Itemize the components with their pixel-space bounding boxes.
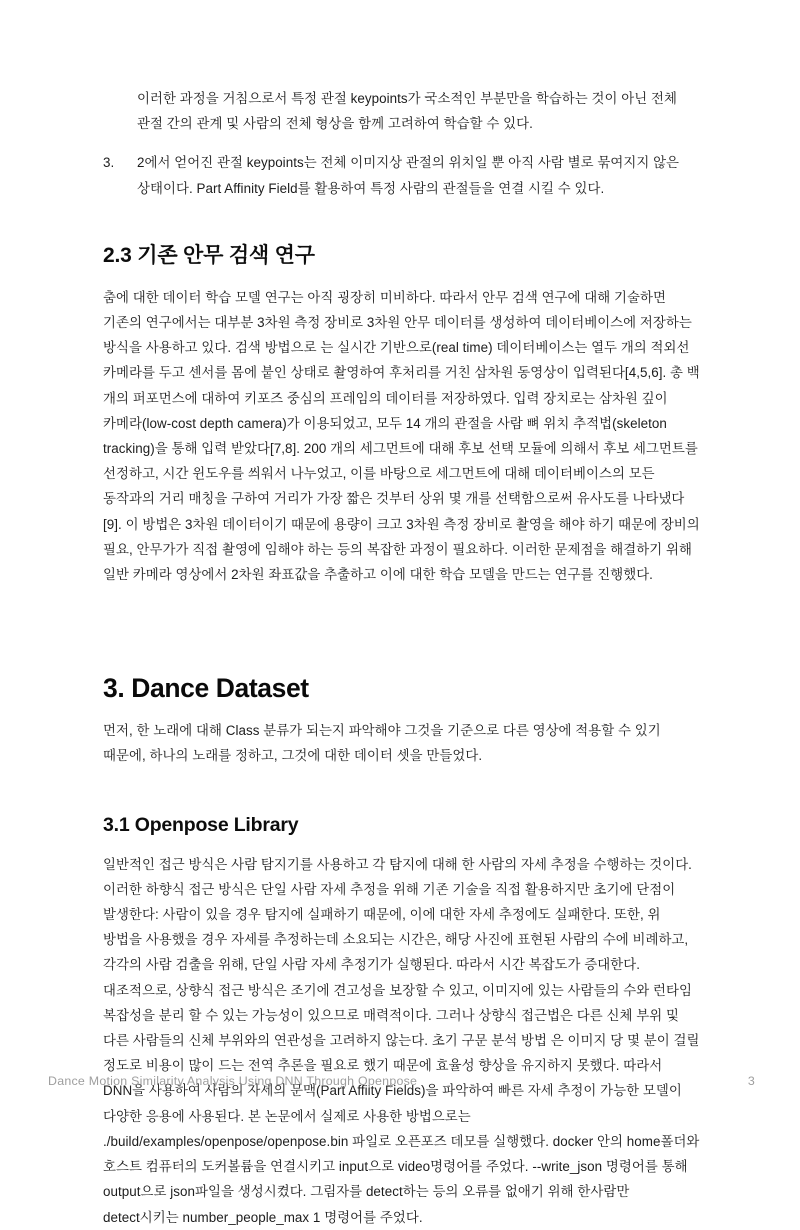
footer-title: Dance Motion Similarity Analysis Using DNN Through Openpose bbox=[48, 1074, 418, 1088]
page-content bbox=[103, 86, 703, 1230]
section-3-body: 먼저, 한 노래에 대해 Class 분류가 되는지 파악해야 그것을 기준으로 다른 영상에 적용할 수 있기 때문에, 하나의 노래를 정하고, 그것에 대한 데이터 셋을 만들었다. bbox=[103, 723, 661, 764]
section-3-1-body: 일반적인 접근 방식은 사람 탐지기를 사용하고 각 탐지에 대해 한 사람의 자세 추정을 수행하는 것이다. 이러한 하향식 접근 방식은 단일 사람 자세 추정을 위해 기존 기술을 직접 활용하지만 초기에 단점이 발생한다: 사람이 있을 경우 탐지에 실패하기 때문에, 이에 대한 자세 추정에도 실패한다. 또한, 위 방법을 사용했을 경우 자세를 추정하는데 소요되는 시간은, 해당 사진에 표현된 사람의 수에 비례하고, 각각의 사람 검출을 위해, 단일 사람 자세 추정기가 실행된다. 따라서 시간 복잡도가 증대한다. 대조적으로, 상향식 접근 방식은 조기에 견고성을 보장할 수 있고, 이미지에 있는 사람들의 수와 런타임 복잡성을 분리 할 수 있는 가능성이 있으므로 매력적이다. 그러나 상향식 접근법은 다른 신체 부위 및 다른 사람들의 신체 부위와의 연관성을 고려하지 않는다. 초기 구문 분석 방법 은 이미지 당 몇 분이 걸릴 정도로 비용이 많이 드는 전역 추론을 필요로 했기 때문에 효율성 향상을 유지하지 못했다. 따라서 DNN을 사용하여 사람의 자세의 문맥(Part Affiity Fields)을 파악하여 빠른 자세 추정이 가능한 모델이 다양한 응용에 사용된다. 본 논문에서 실제로 사용한 방법으로는 bbox=[103, 856, 700, 1124]
section-3-1 bbox=[103, 811, 703, 1230]
numbered-list bbox=[103, 150, 703, 200]
list-item bbox=[103, 150, 703, 200]
section-2-3 bbox=[103, 241, 703, 587]
section-3-1-heading: 3.1 Openpose Library bbox=[103, 813, 299, 836]
section-3-heading: 3. Dance Dataset bbox=[103, 673, 309, 704]
footer-page-number: 3 bbox=[747, 1074, 755, 1088]
list-item-text: 2에서 얻어진 관절 keypoints는 전체 이미지상 관절의 위치일 뿐 아직 사람 별로 묶여지지 않은 상태이다. Part Affinity Field를 활용하여 특정 사람의 관절들을 연결 시킬 수 있다. bbox=[137, 155, 680, 196]
section-3-1-body-continued: ./build/examples/openpose/openpose.bin 파일로 오픈포즈 데모를 실행했다. docker 안의 home폴더와 호스트 컴퓨터의 도커볼륨을 연결시키고 input으로 video명령어를 주었다. --write_json 명령어를 통해 output으로 json파일을 생성시켰다. 그림자를 detect하는 등의 오류를 없애기 위해 한사람만 detect시키는 number_people_max 1 명령어를 주었다. bbox=[103, 1133, 700, 1225]
section-3 bbox=[103, 670, 703, 768]
list-item-marker: 3. bbox=[103, 155, 115, 171]
page-footer bbox=[48, 1070, 755, 1092]
section-2-3-heading: 2.3 기존 안무 검색 연구 bbox=[103, 243, 315, 267]
section-2-3-body: 춤에 대한 데이터 학습 모델 연구는 아직 굉장히 미비하다. 따라서 안무 검색 연구에 대해 기술하면 기존의 연구에서는 대부분 3차원 측정 장비로 3차원 안무 데이터를 생성하여 데이터베이스에 저장하는 방식을 사용하고 있다. 검색 방법으로 는 실시간 기반으로(real time) 데이터베이스는 열두 개의 적외선 카메라를 두고 센서를 몸에 붙인 상태로 촬영하여 후처리를 거친 삼차원 동영상이 입력된다[4,5,6]. 총 백 개의 퍼포먼스에 대하여 키포즈 중심의 프레임의 데이터를 저장하였다. 입력 장치로는 삼차원 깊이 카메라(low-cost depth camera)가 이용되었고, 모두 14 개의 관절을 사람 뼈 위치 추적법(skeleton tracking)을 통해 입력 받았다[7,8]. 200 개의 세그먼트에 대해 후보 선택 모듈에 의해서 후보 세그먼트를 선정하고, 시간 윈도우를 씌워서 나누었고, 이를 바탕으로 세그먼트에 대해 데이터베이스의 모든 동작과의 거리 매칭을 구하여 거리가 가장 짧은 것부터 상위 몇 개를 선택함으로써 유사도를 나타냈다[9]. 이 방법은 3차원 데이터이기 때문에 용량이 크고 3차원 측정 장비로 촬영을 해야 하기 때문에 장비의 필요, 안무가가 직접 촬영에 임해야 하는 등의 복잡한 과정이 필요하다. 이러한 문제점을 해결하기 위해 일반 카메라 영상에서 2차원 좌표값을 추출하고 이에 대한 학습 모델을 만드는 연구를 진행했다. bbox=[103, 289, 700, 583]
continued-paragraph: 이러한 과정을 거침으로서 특정 관절 keypoints가 국소적인 부분만을 학습하는 것이 아닌 전체 관절 간의 관계 및 사람의 전체 형상을 함께 고려하여 학습할 수 있다. bbox=[137, 91, 677, 132]
